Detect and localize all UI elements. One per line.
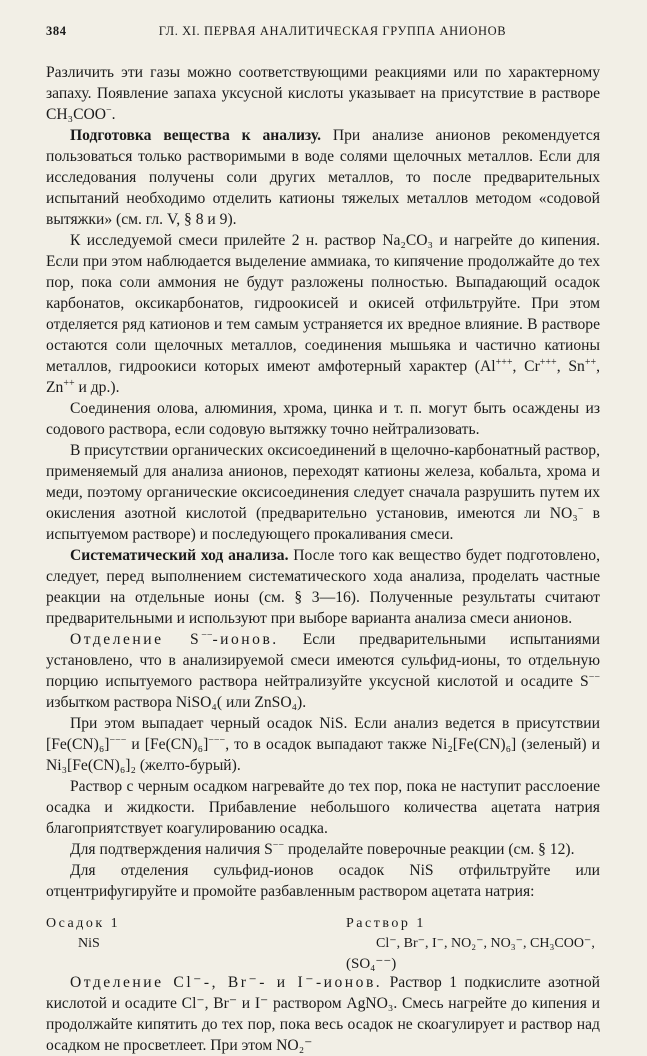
ion: Zn [46,379,64,396]
subsection-heading: Отделение Cl⁻-, Br⁻- и I⁻-ионов. [70,974,383,991]
text: После того как вещество будет подготовлено, следует, перед выполнением систематического хода анализа, проделать частные реакции на отдельные ионы (см. § 3—16). Полученные результаты считают предварительными и используют при выборе варианта анализа смеси анионов. [46,547,600,627]
scheme-solution [346,914,595,974]
charge: +++ [539,356,557,368]
scheme-precipitate-content: NiS [78,936,100,951]
scheme-precipitate [46,914,120,954]
paragraph-2 [46,125,600,230]
page-body [46,62,600,1056]
scheme-precipitate-title: Осадок 1 [46,916,121,931]
ion: Sn [568,358,585,375]
text: Для отделения сульфид-ионов осадок NiS отфильтруйте или отцентрифугируйте и промойте разбавленным раствором ацетата натрия: [46,862,600,900]
ion: Cr [524,358,540,375]
charge: −− [588,671,600,683]
paragraph-11 [46,860,600,902]
formula: Na₂CO₃ [382,232,433,249]
section-heading: Систематический ход анализа. [70,547,289,564]
paragraph-7 [46,629,600,713]
text: При анализе анионов рекомендуется пользоваться только растворимыми в воде солями щелочных металлов. Если для исследования получены соли других металлов, то после предварительных испытаний необходимо отделить катионы тяжелых металлов методом «содовой вытяжки» (см. гл. V, § 8 и 9). [46,127,600,228]
paragraph-4 [46,398,600,440]
paragraph-5 [46,440,600,545]
text: Различить эти газы можно соответствующими реакциями или по характерному запаху. Появление запаха уксусной кислоты указывает на присутствие в растворе [46,64,600,102]
paragraph-12 [46,972,600,1056]
paragraph-3: К исследуемой смеси прилейте 2 н. раствор Na₂CO₃ и нагрейте до кипения. Если при этом наблюдается выделение аммиака, то кипячение продолжайте до тех пор, пока соли аммония не будут разложены полностью. Выпадающий осадок карбонатов, оксикарбонатов, гидроокисей и окисей отфильтруйте. При этом отделяется ряд катионов и тем самым устраняется их вредное влияние. В растворе остаются соли щелочных металлов, соединения мышьяка и частично катионы металлов, гидроокиси которых имеют амфотерный характер (Al+++, Cr+++, Sn++, Zn++ и др.). [46,232,601,396]
running-title: ГЛ. XI. ПЕРВАЯ АНАЛИТИЧЕСКАЯ ГРУППА АНИОНОВ [158,24,507,38]
text: Соединения олова, алюминия, хрома, цинка и т. п. могут быть осаждены из содового раствора, если содовую вытяжку точно нейтрализовать. [46,400,600,438]
charge: ++ [63,377,75,389]
separation-scheme [46,914,600,972]
section-heading: Подготовка вещества к анализу. [70,127,321,144]
charge: −− [272,839,285,851]
paragraph-9 [46,776,600,839]
formula: CH₃COO [46,106,107,123]
text: Раствор 1 подкислите азотной кислотой и осадите Cl⁻, Br⁻ и I⁻ раствором AgNO₃. Смесь нагрейте до кипения и продолжайте кипятить до тех пор, пока весь осадок не скоагулирует и раствор над осадком не просветлеет. При этом NO₂⁻ [46,974,600,1054]
text: избытком раствора NiSO₄( или ZnSO₄). [46,694,307,711]
text: и нагрейте до кипения. Если при этом наблюдается выделение аммиака, то кипячение продолжайте до тех пор, пока соли аммония не будут разложены полностью. Выпадающий осадок карбонатов, оксикарбонатов, гидроокисей и окисей отфильтруйте. При этом отделяется ряд катионов и тем самым устраняется их вредное влияние. В растворе остаются соли щелочных металлов, соединения мышьяка и частично катионы металлов, гидроокиси которых имеют амфотерный характер ( [46,232,600,375]
text: в испытуемом растворе) и последующего прокаливания смеси. [46,505,600,543]
charge: − [106,104,112,116]
scheme-solution-sulfate: (SO₄⁻⁻) [346,956,397,972]
text: и др.). [74,379,120,396]
ion: Al [480,358,496,375]
charge: +++ [495,356,513,368]
text: В присутствии органических оксисоединений в щелочно-карбонатный раствор, применяемый для анализа анионов, переходят катионы железа, кобальта, хрома и меди, поэтому органические оксисоединения следует сначала разрушить путем их окисления азотной кислотой (предварительно установив, имеются ли [46,442,600,522]
text: и [Fe(CN)₆] [126,736,209,753]
paragraph-8 [46,713,600,776]
scheme-solution-title: Раствор 1 [346,916,426,931]
text: Для подтверждения наличия S [70,841,273,858]
text: При этом выпадает черный осадок NiS. Если анализ ведется в присутствии [Fe(CN)₆] [46,715,600,753]
subsection-heading: Отделение S [70,631,202,648]
text: Раствор с черным осадком нагревайте до тех пор, пока не наступит расслоение осадка и жидкости. Прибавление небольшого количества ацетата натрия благоприятствует коагулированию осадка. [46,778,600,837]
page-header [46,24,599,39]
subsection-heading: -ионов. [212,631,279,648]
charge: −− [201,629,213,641]
charge: −−− [109,734,127,746]
paragraph-10 [46,839,600,860]
scheme-solution-ions: Cl⁻, Br⁻, I⁻, NO₂⁻, NO₃⁻, CH₃COO⁻, [376,936,595,951]
text: К исследуемой смеси прилейте 2 н. раствор [70,232,383,249]
page-number: 384 [46,24,67,38]
text: , то в осадок выпадают также Ni₂[Fe(CN)₆] (зеленый) и Ni₃[Fe(CN)₆]₂ (желто-бурый). [46,736,600,774]
paragraph-6 [46,545,600,629]
text: . [111,106,116,123]
formula: NO₃ [549,505,578,522]
charge: −−− [208,734,226,746]
paragraph-1 [46,62,600,125]
text: проделайте поверочные реакции (см. § 12). [284,841,575,858]
charge: ++ [584,356,597,368]
charge: − [577,503,584,515]
text: Если предварительными испытаниями установлено, что в анализируемой смеси имеются сульфид-ионы, то отдельную порцию испытуемого раствора нейтрализуйте уксусной кислотой и осадите S [46,631,600,690]
